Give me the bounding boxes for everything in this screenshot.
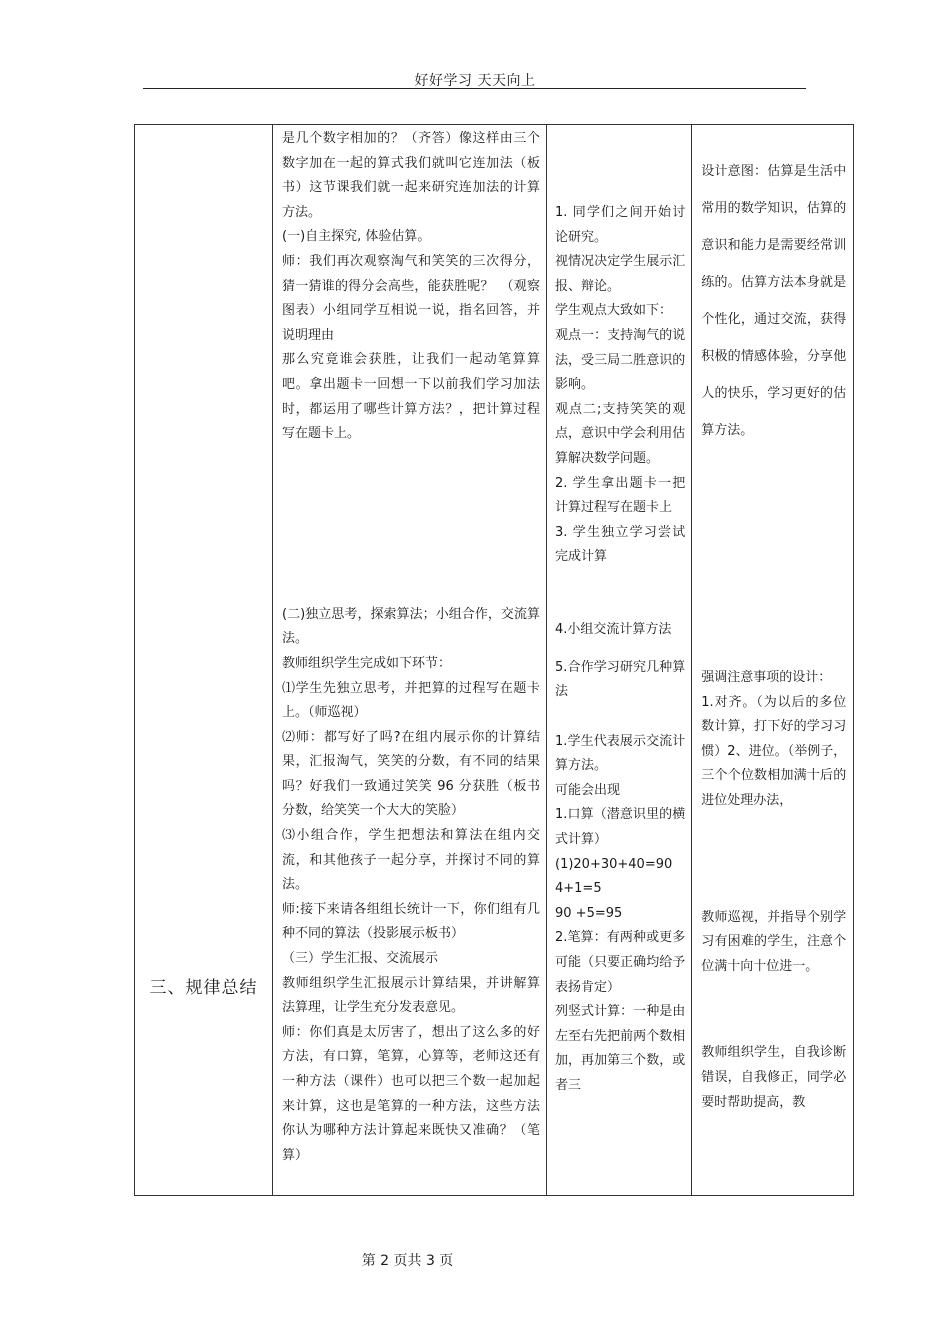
- teacher-paragraph: 教师组织学生完成如下环节：: [282, 655, 452, 671]
- teacher-paragraph: （三）学生汇报、交流展示: [282, 951, 439, 967]
- design-intent-note: 设计意图：估算是生活中常用的数学知识，估算的意识和能力是需要经常训练的。估算方法本身就是个性化，通过交流，获得积极的情感体验，分享他人的快乐，学习更好的估算方法。: [701, 164, 847, 438]
- teacher-paragraph: 师：你们真是太厉害了，想出了这么多的好方法，有口算，笔算，心算等，老师这还有一种方法（课件）也可以把三个数一起加起来计算，这也是笔算的一种方法，这些方法你认为哪种方法计算起来既快又准确？（笔算）: [282, 1024, 540, 1163]
- student-activity-cell: [547, 125, 692, 1196]
- student-paragraph: 列竖式计算：一种是由左至右先把前两个数相加，再加第三个数，或者三: [555, 1004, 686, 1093]
- teacher-paragraph: ⑶小组合作，学生把想法和算法在组内交流，和其他孩子一起分享，并探讨不同的算法。: [282, 828, 540, 893]
- teacher-paragraph: 师：我们再次观察淘气和笑笑的三次得分，猜一猜谁的得分会高些，能获胜呢？ （观察图表）小组同学互相说一说，指名回答，并说明理由: [282, 253, 540, 343]
- student-paragraph: 观点二;支持笑笑的观点，意识中学会利用估算解决数学问题。: [555, 401, 686, 466]
- teacher-paragraph: (二)独立思考，探索算法；小组合作，交流算法。: [282, 606, 540, 647]
- spacer: [692, 449, 853, 666]
- student-paragraph: 5.合作学习研究几种算法: [555, 659, 686, 700]
- spacer: [547, 643, 691, 656]
- student-paragraph: 1. 同学们之间开始讨论研究。: [555, 205, 686, 245]
- student-paragraph: 学生观点大致如下：: [555, 303, 673, 319]
- stage-cell: [135, 125, 273, 1196]
- page-header: 好好学习 天天向上: [414, 73, 536, 89]
- student-paragraph: 3. 学生独立学习尝试完成计算: [555, 524, 686, 565]
- patrol-note: 教师巡视，并指导个别学习有困难的学生，注意个位满十向十位进一。: [701, 909, 847, 974]
- teacher-paragraph: 师:接下来请各组组长统计一下，你们组有几种不同的算法（投影展示板书）: [282, 901, 540, 942]
- spacer: [547, 705, 691, 730]
- teacher-paragraph: ⑵师：都写好了吗?在组内展示你的计算结果，汇报淘气，笑笑的分数，有不同的结果吗？好我们一致通过笑笑 96 分获胜（板书分数，给笑笑一个大大的笑脸）: [282, 729, 540, 819]
- student-paragraph: 2. 学生拿出题卡一把计算过程写在题卡上: [555, 475, 686, 516]
- attention-note-title: 强调注意事项的设计：: [701, 670, 832, 685]
- design-notes-cell: [692, 125, 854, 1196]
- header-divider: [143, 88, 806, 89]
- stage-label: 三、规律总结: [149, 978, 258, 998]
- student-paragraph: 观点一：支持淘气的说法，受三局二胜意识的影响。: [555, 327, 686, 393]
- student-paragraph: 可能会出现: [555, 782, 621, 798]
- lesson-plan-table: [134, 124, 854, 1196]
- spacer: [547, 125, 691, 201]
- attention-note-body: 1.对齐。（为以后的多位数计算，打下好的学习习惯）2、进位。（举例子，三个个位数相加满十后的进位处理办法，: [701, 694, 847, 808]
- teacher-paragraph: 教师组织学生汇报展示计算结果，并讲解算法算理，让学生充分发表意见。: [282, 975, 540, 1016]
- spacer: [692, 979, 853, 1041]
- spacer: [692, 814, 853, 906]
- student-paragraph: 90 +5=95: [555, 905, 623, 921]
- teacher-activity-cell: [273, 125, 547, 1196]
- student-paragraph: 4.小组交流计算方法: [555, 621, 672, 637]
- teacher-paragraph: ⑴学生先独立思考，并把算的过程写在题卡上。（师巡视）: [282, 680, 540, 721]
- table-row: [135, 125, 854, 1196]
- student-paragraph: 2.笔算：有两种或更多可能（只要正确均给予表扬肯定）: [555, 930, 686, 995]
- student-paragraph: 视情况决定学生展示汇报、辩论。: [555, 254, 686, 294]
- teacher-paragraph: (一)自主探究, 体验估算。: [282, 229, 431, 245]
- spacer: [547, 570, 691, 618]
- student-paragraph: 1.学生代表展示交流计算方法。: [555, 733, 686, 774]
- student-paragraph: (1)20+30+40=90 4+1=5: [555, 856, 686, 897]
- student-paragraph: 1.口算（潜意识里的横式计算）: [555, 807, 686, 848]
- spacer: [273, 447, 546, 603]
- teacher-paragraph: 是几个数字相加的？（齐答）像这样由三个数字加在一起的算式我们就叫它连加法（板书）这节课我们就一起来研究连加法的计算方法。: [282, 131, 540, 220]
- page-footer: 第 2 页共 3 页: [361, 1253, 454, 1269]
- teacher-paragraph: 那么究竟谁会获胜，让我们一起动笔算算吧。拿出题卡一回想一下以前我们学习加法时，都运用了哪些计算方法？，把计算过程写在题卡上。: [282, 352, 540, 442]
- guidance-note: 教师组织学生，自我诊断错误，自我修正，同学必要时帮助提高，教: [701, 1045, 847, 1110]
